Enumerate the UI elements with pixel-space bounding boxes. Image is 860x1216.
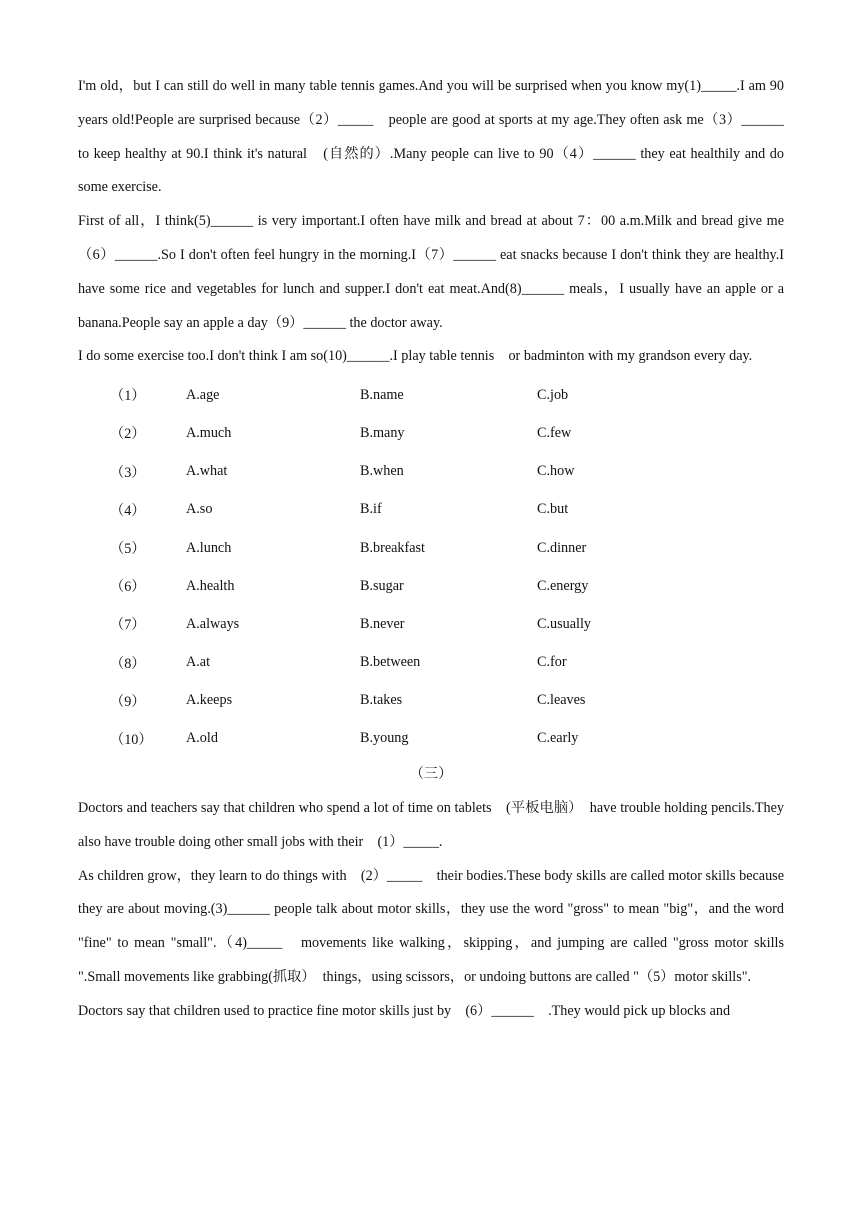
passage3-paragraph-1: Doctors and teachers say that children who spend a lot of time on tablets (平板电脑） have trouble holding pencils.They also have trouble doing other small jobs with their (1）_____. — [78, 800, 784, 850]
option-number: （4） — [110, 502, 146, 519]
document-content — [78, 70, 784, 1029]
option-b: B.takes — [360, 692, 403, 709]
option-a: A.health — [186, 577, 235, 594]
option-row — [78, 567, 784, 605]
option-a: A.much — [186, 424, 232, 441]
option-number: （3） — [110, 464, 146, 481]
option-a: A.at — [186, 654, 211, 671]
option-a: A.old — [186, 730, 218, 747]
passage3-paragraph-2: As children grow，they learn to do things with (2）_____ their bodies.These body skills are called motor skills because they are about moving.(3)______ people talk about motor skills，they use the word "gross" to mean "big"，and the word "fine" to mean "small".（4)_____ movements like walking，skipping，and jumping are called "gross motor skills ".Small movements like grabbing(抓取） things，using scissors，or undoing buttons are called "（5）motor skills". — [78, 867, 784, 986]
option-row — [78, 529, 784, 567]
option-number: （2） — [110, 426, 146, 443]
option-a: A.so — [186, 501, 213, 518]
option-b: B.when — [360, 463, 404, 480]
option-row — [78, 376, 784, 414]
option-a: A.always — [186, 615, 240, 632]
option-row — [78, 720, 784, 758]
option-c: C.few — [537, 424, 572, 441]
option-a: A.lunch — [186, 539, 232, 556]
passage2-paragraph-3: I do some exercise too.I don't think I am so(10)______.I play table tennis or badminton with my grandson every day. — [78, 348, 753, 365]
option-number: （1） — [110, 388, 146, 405]
option-c: C.dinner — [537, 539, 587, 556]
option-number: （6） — [110, 579, 146, 596]
option-b: B.never — [360, 615, 405, 632]
option-row — [78, 643, 784, 681]
option-row — [78, 414, 784, 452]
option-b: B.between — [360, 654, 421, 671]
option-c: C.leaves — [537, 692, 586, 709]
passage3-paragraph-3: Doctors say that children used to practice fine motor skills just by (6）______ .They would pick up blocks and — [78, 1002, 731, 1019]
option-a: A.age — [186, 386, 220, 403]
option-c: C.job — [537, 386, 569, 403]
option-row — [78, 605, 784, 643]
option-number: （7） — [110, 617, 146, 634]
options-table — [78, 376, 784, 758]
passage2-paragraph-2: First of all，I think(5)______ is very important.I often have milk and bread at about 7：00 a.m.Milk and bread give me（6）______.So I don't often feel hungry in the morning.I（7）______ eat snacks because I don't think they are healthy.I have some rice and vegetables for lunch and supper.I don't eat meat.And(8)______ meals，I usually have an apple or a banana.People say an apple a day（9）______ the doctor away. — [78, 213, 784, 331]
option-row — [78, 453, 784, 491]
section-title: （三） — [409, 766, 453, 783]
passage2-paragraph-1: I'm old，but I can still do well in many table tennis games.And you will be surprised when you know my(1)_____.I am 90 years old!People are surprised because（2）_____ people are good at sports at my age.They often ask me（3）______ to keep healthy at 90.I think it's natural (自然的）.Many people can live to 90（4）______ they eat healthily and do some exercise. — [78, 78, 784, 196]
option-c: C.but — [537, 501, 569, 518]
option-c: C.how — [537, 463, 575, 480]
option-row — [78, 491, 784, 529]
option-b: B.name — [360, 386, 404, 403]
option-number: （8） — [110, 655, 146, 672]
option-b: B.if — [360, 501, 382, 518]
option-number: （9） — [110, 693, 146, 710]
option-number: （10） — [110, 731, 153, 748]
option-number: （5） — [110, 541, 146, 558]
option-b: B.many — [360, 424, 405, 441]
option-c: C.for — [537, 654, 567, 671]
option-c: C.energy — [537, 577, 589, 594]
option-b: B.sugar — [360, 577, 404, 594]
option-a: A.keeps — [186, 692, 233, 709]
option-a: A.what — [186, 463, 228, 480]
option-b: B.young — [360, 730, 409, 747]
option-c: C.usually — [537, 615, 591, 632]
option-row — [78, 682, 784, 720]
option-c: C.early — [537, 730, 579, 747]
option-b: B.breakfast — [360, 539, 426, 556]
